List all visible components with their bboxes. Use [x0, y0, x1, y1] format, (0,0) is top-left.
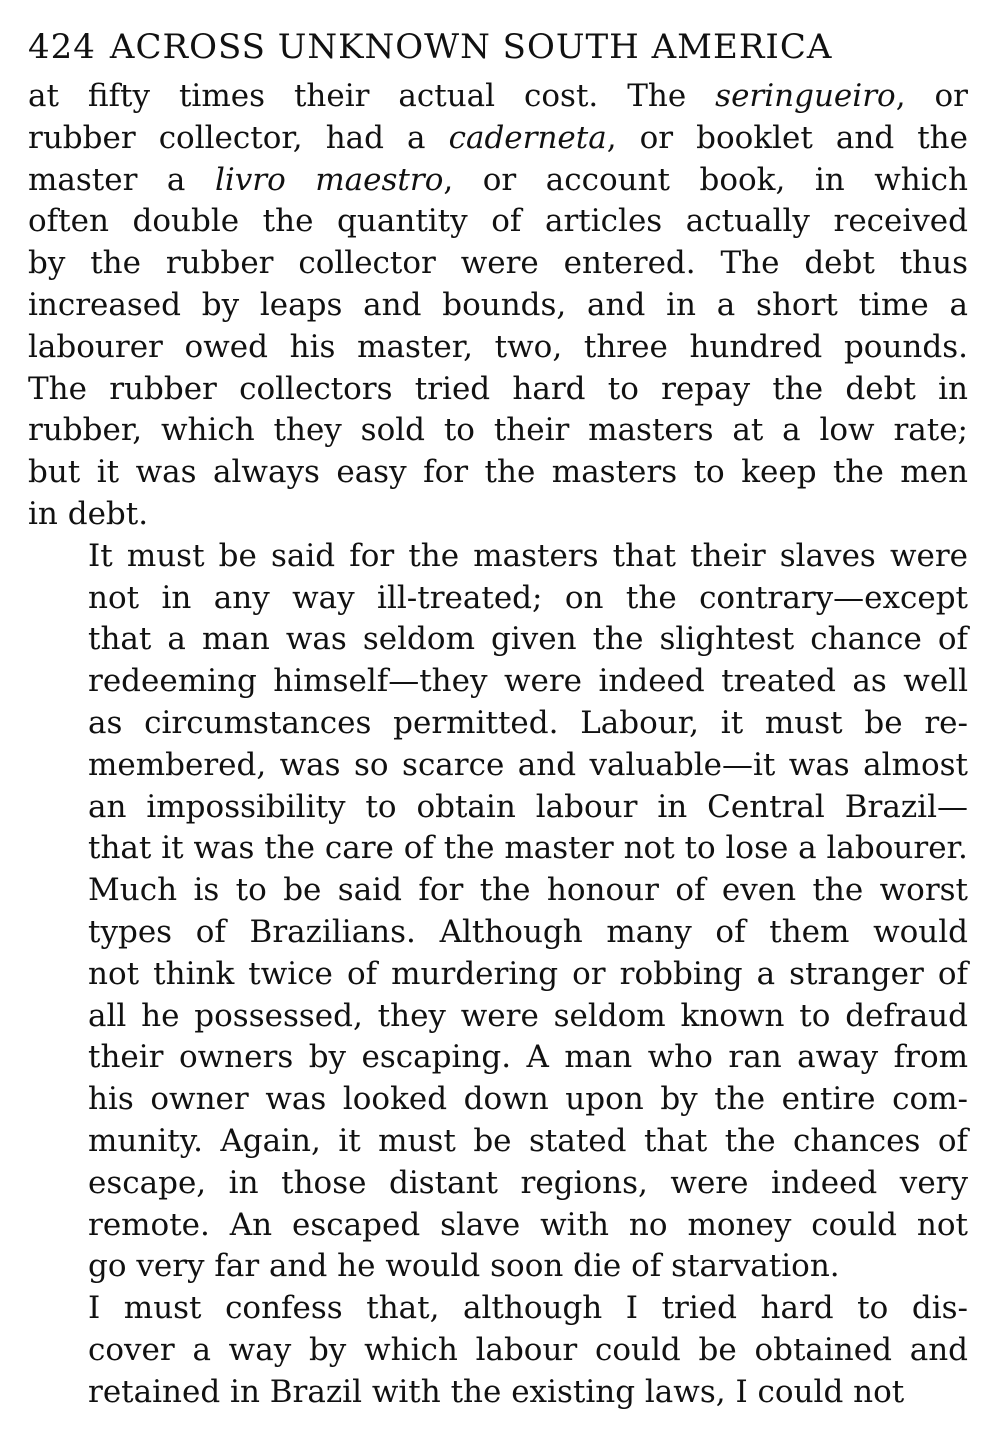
- italic-term: seringueiro: [715, 78, 896, 114]
- text-run: that a man was seldom given the slightest chance of: [88, 621, 968, 658]
- text-line: [28, 745, 968, 787]
- text-run: I must confess that, although I tried hard to dis-: [88, 1290, 968, 1327]
- italic-term: livro maestro: [214, 161, 444, 198]
- text-run: munity. Again, it must be stated that the chances of: [88, 1122, 968, 1159]
- text-line: [28, 536, 968, 578]
- text-line: [28, 703, 968, 745]
- paragraph: [28, 1288, 968, 1413]
- text-line: [28, 828, 968, 870]
- text-run: an impossibility to obtain labour in Central Brazil—: [88, 788, 968, 825]
- text-line: [28, 870, 968, 912]
- text-run: retained in Brazil with the existing laws, I could not: [88, 1373, 905, 1410]
- running-header: [28, 22, 968, 76]
- paragraph: [28, 870, 968, 1288]
- text-run: at fifty times their actual cost. The: [28, 78, 716, 114]
- text-line: [28, 996, 968, 1038]
- text-run: labourer owed his master, two, three hundred pounds.: [28, 328, 968, 365]
- text-run: but it was always easy for the masters to keep the men: [28, 454, 968, 491]
- text-line: [28, 787, 968, 829]
- text-line: [28, 494, 968, 536]
- running-title: ACROSS UNKNOWN SOUTH AMERICA: [109, 27, 833, 67]
- text-line: [28, 452, 968, 494]
- text-run: , or: [895, 78, 968, 114]
- text-line: [28, 160, 968, 202]
- text-run: in debt.: [28, 495, 149, 532]
- text-line: [28, 76, 968, 118]
- text-run: , or booklet and the: [606, 119, 968, 156]
- text-run: redeeming himself—they were indeed treated as well: [88, 663, 968, 700]
- text-line: [28, 1288, 968, 1330]
- text-run: often double the quantity of articles actually received: [28, 203, 968, 240]
- text-run: types of Brazilians. Although many of them would: [88, 913, 968, 950]
- text-run: The rubber collectors tried hard to repay the debt in: [28, 370, 968, 407]
- text-line: [28, 1330, 968, 1372]
- text-run: It must be said for the masters that their slaves were: [88, 537, 968, 574]
- italic-term: caderneta: [448, 119, 607, 156]
- text-run: cover a way by which labour could be obtained and: [88, 1331, 968, 1368]
- text-run: Much is to be said for the honour of even the worst: [88, 872, 968, 909]
- text-line: [28, 1163, 968, 1205]
- text-line: [28, 1037, 968, 1079]
- text-run: not think twice of murdering or robbing a stranger of: [88, 955, 968, 992]
- text-line: [28, 410, 968, 452]
- text-run: by the rubber collector were entered. The debt thus: [28, 245, 968, 282]
- text-line: [28, 285, 968, 327]
- text-run: , or account book, in which: [443, 161, 968, 198]
- text-line: [28, 578, 968, 620]
- text-line: [28, 1205, 968, 1247]
- text-run: increased by leaps and bounds, and in a short time a: [28, 286, 968, 323]
- text-line: [28, 912, 968, 954]
- text-line: [28, 243, 968, 285]
- text-line: [28, 1079, 968, 1121]
- text-line: [28, 1121, 968, 1163]
- text-line: [28, 661, 968, 703]
- text-run: escape, in those distant regions, were indeed very: [88, 1164, 968, 1201]
- page-number: 424: [28, 27, 96, 67]
- text-run: that it was the care of the master not to lose a labourer.: [88, 830, 968, 867]
- text-line: [28, 118, 968, 160]
- text-run: all he possessed, they were seldom known to defraud: [88, 997, 968, 1034]
- text-run: not in any way ill-treated; on the contrary—except: [88, 579, 968, 616]
- paragraph: [28, 76, 968, 536]
- text-run: remote. An escaped slave with no money could not: [88, 1206, 968, 1243]
- text-line: [28, 619, 968, 661]
- text-run: their owners by escaping. A man who ran away from: [88, 1039, 968, 1076]
- text-run: his owner was looked down upon by the entire com-: [88, 1081, 968, 1118]
- text-run: membered, was so scarce and valuable—it was almost: [88, 746, 968, 783]
- body-text: [28, 76, 968, 1414]
- text-run: go very far and he would soon die of starvation.: [88, 1248, 840, 1285]
- text-line: [28, 954, 968, 996]
- text-line: [28, 369, 968, 411]
- book-page: [28, 22, 968, 1414]
- text-run: rubber collector, had a: [28, 119, 449, 156]
- paragraph: [28, 536, 968, 870]
- text-run: master a: [28, 161, 215, 198]
- text-run: rubber, which they sold to their masters at a low rate;: [28, 412, 968, 449]
- text-run: as circumstances permitted. Labour, it must be re-: [88, 704, 968, 741]
- text-line: [28, 327, 968, 369]
- text-line: [28, 1372, 968, 1414]
- text-line: [28, 201, 968, 243]
- text-line: [28, 1246, 968, 1288]
